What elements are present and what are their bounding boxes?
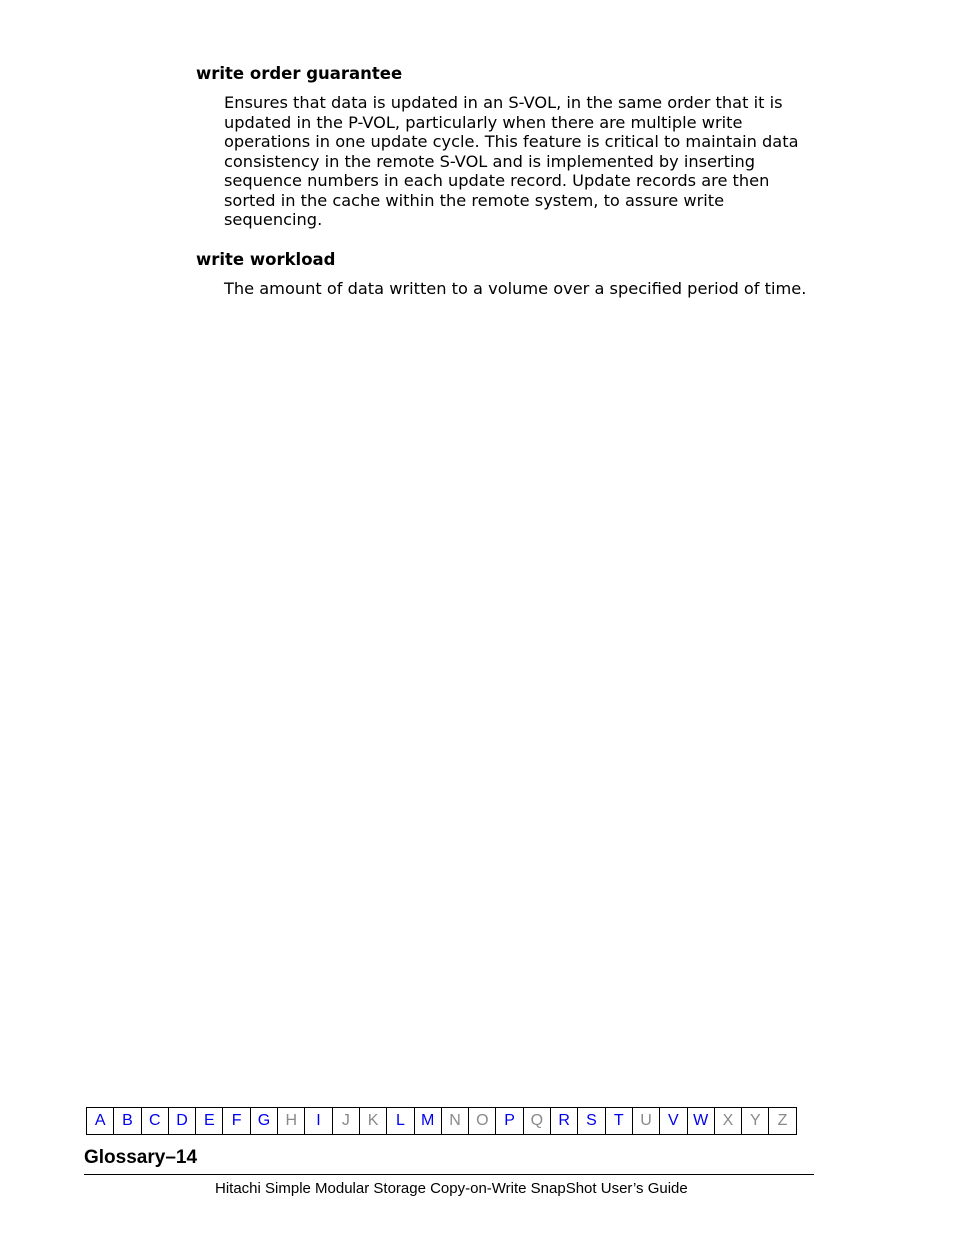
alpha-link-h: H	[278, 1107, 305, 1135]
glossary-term: write order guarantee	[196, 64, 403, 83]
alpha-link-x: X	[715, 1107, 742, 1135]
alpha-link-u: U	[633, 1107, 660, 1135]
alphabet-index-bar	[86, 1107, 797, 1135]
glossary-term: write workload	[196, 249, 336, 269]
alpha-link-s[interactable]: S	[578, 1107, 605, 1135]
alpha-link-p[interactable]: P	[496, 1107, 523, 1135]
alpha-link-v[interactable]: V	[660, 1107, 687, 1135]
glossary-entry	[196, 250, 836, 299]
page-number-label: Glossary–14	[84, 1147, 198, 1168]
alpha-link-e[interactable]: E	[196, 1107, 223, 1135]
glossary-definition: The amount of data written to a volume over a specified period of time.	[224, 278, 807, 298]
alpha-link-k: K	[360, 1107, 387, 1135]
glossary-entry	[196, 64, 836, 230]
alpha-link-b[interactable]: B	[114, 1107, 141, 1135]
alpha-link-f[interactable]: F	[223, 1107, 250, 1135]
alpha-link-i[interactable]: I	[305, 1107, 332, 1135]
footer-divider	[84, 1174, 814, 1175]
alpha-link-t[interactable]: T	[606, 1107, 633, 1135]
alpha-link-l[interactable]: L	[387, 1107, 414, 1135]
alpha-link-z: Z	[769, 1107, 796, 1135]
alpha-link-j: J	[333, 1107, 360, 1135]
alpha-link-d[interactable]: D	[169, 1107, 196, 1135]
glossary-definition: Ensures that data is updated in an S-VOL, in the same order that it is updated in the P-VOL, particularly when there are multiple write operations in one update cycle. This feature is critical to maintain data consistency in the remote S-VOL and is implemented by inserting sequence numbers in each update record. Update records are then sorted in the cache within the remote system, to assure write sequencing.	[224, 93, 799, 229]
alpha-link-o: O	[469, 1107, 496, 1135]
alpha-link-y: Y	[742, 1107, 769, 1135]
alpha-link-n: N	[442, 1107, 469, 1135]
alpha-link-r[interactable]: R	[551, 1107, 578, 1135]
glossary-entries	[196, 64, 836, 298]
alpha-link-w[interactable]: W	[688, 1107, 715, 1135]
alpha-link-q: Q	[524, 1107, 551, 1135]
alpha-link-c[interactable]: C	[142, 1107, 169, 1135]
alpha-link-g[interactable]: G	[251, 1107, 278, 1135]
book-title: Hitachi Simple Modular Storage Copy-on-Write SnapShot User’s Guide	[215, 1180, 688, 1197]
alpha-link-a[interactable]: A	[87, 1107, 114, 1135]
alpha-link-m[interactable]: M	[415, 1107, 442, 1135]
